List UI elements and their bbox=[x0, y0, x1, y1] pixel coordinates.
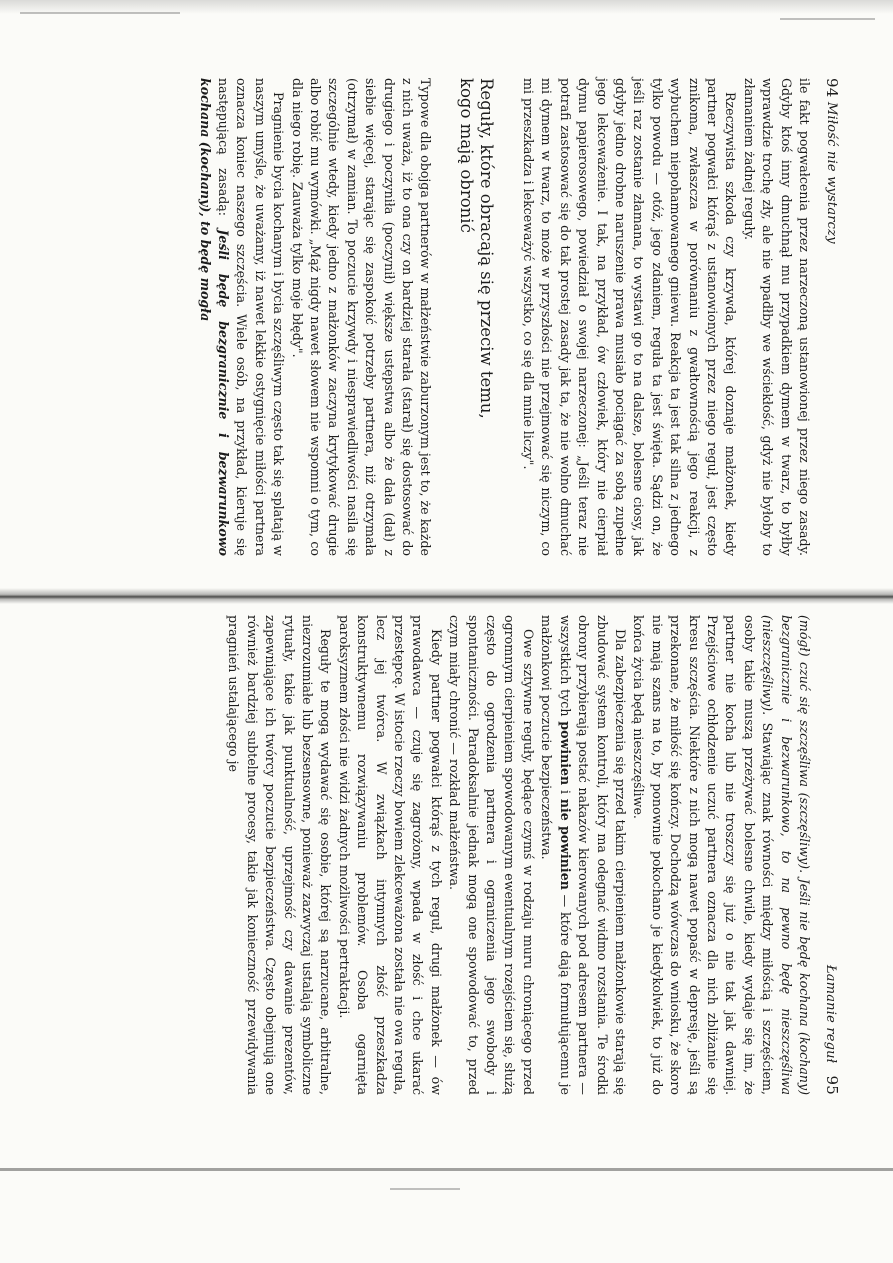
book-page-95 bbox=[41, 615, 841, 1095]
paragraph bbox=[195, 78, 287, 556]
section-heading-line: Reguły, które obracają się przeciw temu, bbox=[477, 78, 497, 419]
paragraph: ile fakt pogwałcenia przez narzeczoną ustanowionej przez niego zasady. Gdyby ktoś inny dmuchnął mu przypadkiem dymem w twarz, to byłby wprawdzie trochę zły, ale nie wpadłby we wściekłość, gdyż nie byłoby to złamaniem żadnej reguły. bbox=[741, 78, 812, 556]
bold-term: nie powinien bbox=[557, 798, 573, 890]
scan-bottom-edge bbox=[0, 1168, 893, 1171]
page-body bbox=[195, 78, 813, 556]
scan-artifact bbox=[390, 1188, 460, 1190]
emphasized-rule: Jeśli będę bezgranicznie i bezwarunkowo kochana (kochany), to będę mogła bbox=[197, 78, 232, 556]
paragraph bbox=[629, 615, 813, 1095]
running-title: Miłość nie wystarczy bbox=[824, 102, 839, 244]
paragraph-text: i bbox=[557, 785, 573, 799]
section-heading-line: kogo mają obronić bbox=[457, 78, 477, 233]
paragraph bbox=[537, 615, 629, 1095]
bold-term: powinien bbox=[557, 721, 573, 786]
running-head bbox=[819, 78, 841, 556]
scan-artifact bbox=[20, 12, 180, 14]
paragraph: Typowe dla obojga partnerów w małżeństwie zaburzonym jest to, że każde z nich uważa, iż to ona czy on bardziej starała (starał) się dostosować do drugiego i poczyniła (poczynił) większe ustępstwa albo że dała (dał) z siebie więcej, starając się zaspokoić potrzeby partnera, niż otrzymała (otrzymał) w zamian. To poczucie krzywdy i niesprawiedliwości nasila się szczególnie wtedy, kiedy jedno z małżonków zaczyna krytykować drugie albo robić mu wymówki. „Mąż nigdy nawet słowem nie wspomni o tym, co dla niego robię. Zauważa tylko moje błędy". bbox=[289, 78, 434, 556]
paragraph: Kiedy partner pogwałci którąś z tych reguł, drugi małżonek — ów prawodawca — czuje się zagrożony, wpada w złość i chce ukarać przestępcę. W istocie rzeczy bowiem zlekceważona została nie owa reguła, lecz jej twórca. W związkach intymnych złość przeszkadza konstruktywnemu rozwiązywaniu problemów. Osoba ogarnięta paroksyzmem złości nie widzi żadnych możliwości pertraktacji. bbox=[336, 615, 444, 1095]
paragraph: Reguły te mogą wydawać się osobie, której są narzucane, arbitralne, niezrozumiałe lub bezsensowne, ponieważ zazwyczaj ustalają symboliczne rytuały, takie jak punktualność, uprzejmość czy dawanie prezentów, zapewniające ich twórcy poczucie bezpieczeństwa. Często obejmują one również bardziej subtelne procesy, takie jak konieczność przewidywania pragnień ustalającego je bbox=[226, 615, 334, 1095]
paragraph-text: Dla zabezpieczenia się przed takim cierpieniem małżonkowie starają się zbudować system kontroli, który ma odegnać widmo rozstania. Te środki obrony przybierają postać nakazów kierowanych pod adresem partnera — wszystkich tych bbox=[557, 615, 628, 1095]
page-fold-shadow bbox=[0, 588, 893, 604]
running-head bbox=[819, 615, 841, 1095]
paragraph: Rzeczywista szkoda czy krzywda, której doznaje małżonek, kiedy partner pogwałci którąś z ustanowionych przez niego reguł, jest często znikoma, zwłaszcza w porównaniu z gwałtownością jego reakcji, z wybuchem niepohamowanego gniewu. Reakcja ta jest tak silna z jednego tylko powodu — otóż, jego zdaniem, reguła ta jest święta. Sądzi on, że jeśli raz zostanie złamana, to wystawi go to na dalsze, bolesne ciosy, jak gdyby jedno drobne naruszenie prawa musiało pociągać za sobą zupełne jego lekceważenie. I tak, na przykład, ów człowiek, który nie cierpiał dymu papierosowego, powiedział o swojej narzeczonej: „Jeśli teraz nie potrafi zastosować się do tak prostej zasady jak ta, że nie wolno dmuchać mi dymem w twarz, to może w przyszłości nie przejmować się niczym, co mi przeszkadza i lekceważyć wszystko, co się dla mnie liczy". bbox=[520, 78, 739, 556]
paragraph-text: Stawiając znak równości między miłością i szczęściem, osoby takie muszą przeżywać bolesne chwile, kiedy wydaje się im, że partner nie kocha lub nie troszczy się już o nie tak jak dawniej. Przejściowe ochłodzenie uczuć partnera oznacza dla nich zbliżanie się kresu szczęścia. Niektóre z nich mogą nawet popaść w depresję, jeśli są przekonane, że miłość się kończy. Dochodzą wówczas do wniosku, że skoro nie mają szans na to, by ponownie pokochano je kiedykolwiek, to już do końca życia będą nieszczęśliwe. bbox=[631, 615, 776, 1095]
paragraph-text: Pragnienie bycia kochanym i bycia szczęśliwym często tak się splatają w naszym umyśle, że uważamy, iż nawet lekkie ostygnięcie miłości partnera oznacza koniec naszego szczęścia. Wiele osób, na przykład, kieruje się następującą zasadą: bbox=[216, 78, 287, 556]
section-heading bbox=[457, 78, 497, 556]
page-number: 95 bbox=[823, 1075, 841, 1095]
page-body bbox=[224, 615, 813, 1095]
paragraph: Owe sztywne reguły, będące czymś w rodzaju muru chroniącego przed ogromnym cierpieniem spowodowanym ewentualnym rozejściem się, służą często do ogrodzenia partnera i ograniczenia jego swobody i spontaniczności. Paradoksalnie jednak mogą one spowodować to, przed czym miały chronić — rozkład małżeństwa. bbox=[447, 615, 536, 1095]
emphasized-rule: (mógł) czuć się szczęśliwa (szczęśliwy). Jeśli nie będę kochana (kochany) bezgranicznie i bezwarunkowo, to na pewno będę nieszczęśliwa (nieszczęśliwy). bbox=[760, 615, 812, 1095]
book-page-94 bbox=[41, 78, 841, 556]
paragraph-text: — które dają formułującemu je małżonkowi poczucie bezpieczeństwa. bbox=[539, 615, 573, 1095]
scan-artifact bbox=[780, 18, 875, 20]
running-title: Łamanie reguł bbox=[823, 964, 838, 1064]
page-number: 94 bbox=[823, 78, 841, 98]
